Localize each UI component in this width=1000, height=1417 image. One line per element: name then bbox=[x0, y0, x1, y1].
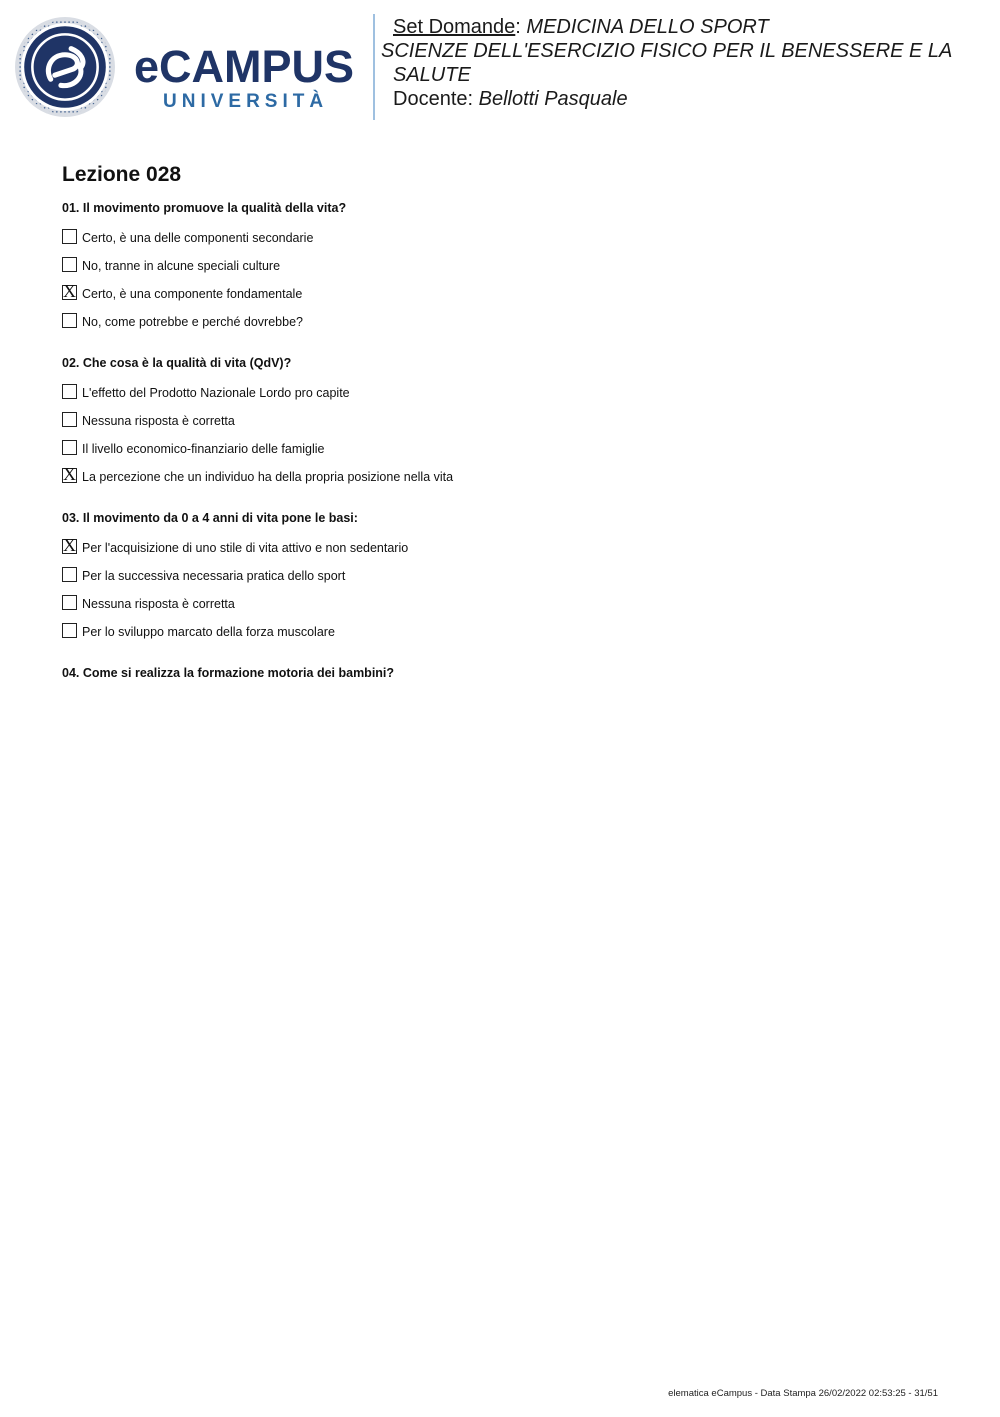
answer-option bbox=[62, 534, 962, 562]
question-block bbox=[62, 664, 962, 682]
checkbox[interactable] bbox=[62, 567, 77, 582]
answer-option bbox=[62, 562, 962, 590]
answer-label: Il livello economico-finanziario delle famiglie bbox=[82, 442, 325, 456]
answer-option bbox=[62, 280, 962, 308]
answer-option bbox=[62, 590, 962, 618]
answer-option bbox=[62, 618, 962, 646]
header-divider bbox=[373, 14, 375, 120]
checkbox[interactable] bbox=[62, 313, 77, 328]
check-mark-icon: X bbox=[63, 534, 76, 555]
answer-option bbox=[62, 308, 962, 336]
question-block bbox=[62, 509, 962, 646]
teacher-label: Docente: bbox=[393, 88, 474, 110]
check-mark-icon: X bbox=[63, 280, 76, 301]
course-line-1: SCIENZE DELL'ESERCIZIO FISICO PER IL BENESSERE E LA bbox=[381, 40, 953, 62]
answer-label: Nessuna risposta è corretta bbox=[82, 414, 235, 428]
answer-label: Certo, è una delle componenti secondarie bbox=[82, 231, 314, 245]
answer-label: No, come potrebbe e perché dovrebbe? bbox=[82, 315, 303, 329]
question-text: 03. Il movimento da 0 a 4 anni di vita pone le basi: bbox=[62, 511, 358, 525]
teacher-name: Bellotti Pasquale bbox=[478, 88, 628, 110]
set-value: MEDICINA DELLO SPORT bbox=[526, 16, 769, 38]
answer-label: Per l'acquisizione di uno stile di vita attivo e non sedentario bbox=[82, 541, 409, 555]
checkbox[interactable] bbox=[62, 257, 77, 272]
lesson-title: Lezione 028 bbox=[62, 163, 182, 186]
answer-options bbox=[62, 379, 962, 491]
logo-subtext: UNIVERSITÀ bbox=[163, 91, 329, 112]
answer-label: L'effetto del Prodotto Nazionale Lordo pro capite bbox=[82, 386, 350, 400]
logo-wordmark: eCAMPUS bbox=[134, 41, 355, 92]
checkbox[interactable] bbox=[62, 534, 77, 555]
checkbox[interactable] bbox=[62, 384, 77, 399]
answer-option bbox=[62, 407, 962, 435]
question-text: 04. Come si realizza la formazione motoria dei bambini? bbox=[62, 666, 395, 680]
answer-option bbox=[62, 463, 962, 491]
answer-options bbox=[62, 534, 962, 646]
answer-label: Certo, è una componente fondamentale bbox=[82, 287, 303, 301]
answer-options bbox=[62, 224, 962, 336]
checkbox[interactable] bbox=[62, 595, 77, 610]
checkbox[interactable] bbox=[62, 280, 77, 301]
question-text: 01. Il movimento promuove la qualità della vita? bbox=[62, 201, 347, 215]
set-label: Set Domande bbox=[393, 16, 516, 38]
question-block bbox=[62, 354, 962, 491]
course-line-2: SALUTE bbox=[393, 64, 471, 86]
answer-label: No, tranne in alcune speciali culture bbox=[82, 259, 281, 273]
answer-option bbox=[62, 379, 962, 407]
ecampus-logo bbox=[14, 14, 359, 120]
question-list bbox=[62, 199, 962, 682]
answer-label: Per lo sviluppo marcato della forza muscolare bbox=[82, 625, 335, 639]
page-footer: elematica eCampus - Data Stampa 26/02/2022 02:53:25 - 31/51 bbox=[668, 1388, 938, 1399]
question-block bbox=[62, 199, 962, 336]
answer-label: Nessuna risposta è corretta bbox=[82, 597, 235, 611]
checkbox[interactable] bbox=[62, 440, 77, 455]
header-info bbox=[381, 15, 981, 111]
answer-label: Per la successiva necessaria pratica dello sport bbox=[82, 569, 346, 583]
answer-option bbox=[62, 224, 962, 252]
answer-option bbox=[62, 252, 962, 280]
checkbox[interactable] bbox=[62, 229, 77, 244]
checkbox[interactable] bbox=[62, 623, 77, 638]
university-seal-icon bbox=[14, 16, 116, 118]
teacher-line bbox=[381, 87, 981, 111]
set-line: Set Domande: MEDICINA DELLO SPORT bbox=[393, 16, 769, 38]
checkbox[interactable] bbox=[62, 463, 77, 484]
question-text: 02. Che cosa è la qualità di vita (QdV)? bbox=[62, 356, 292, 370]
answer-option bbox=[62, 435, 962, 463]
check-mark-icon: X bbox=[63, 463, 76, 484]
answer-label: La percezione che un individuo ha della propria posizione nella vita bbox=[82, 470, 454, 484]
checkbox[interactable] bbox=[62, 412, 77, 427]
